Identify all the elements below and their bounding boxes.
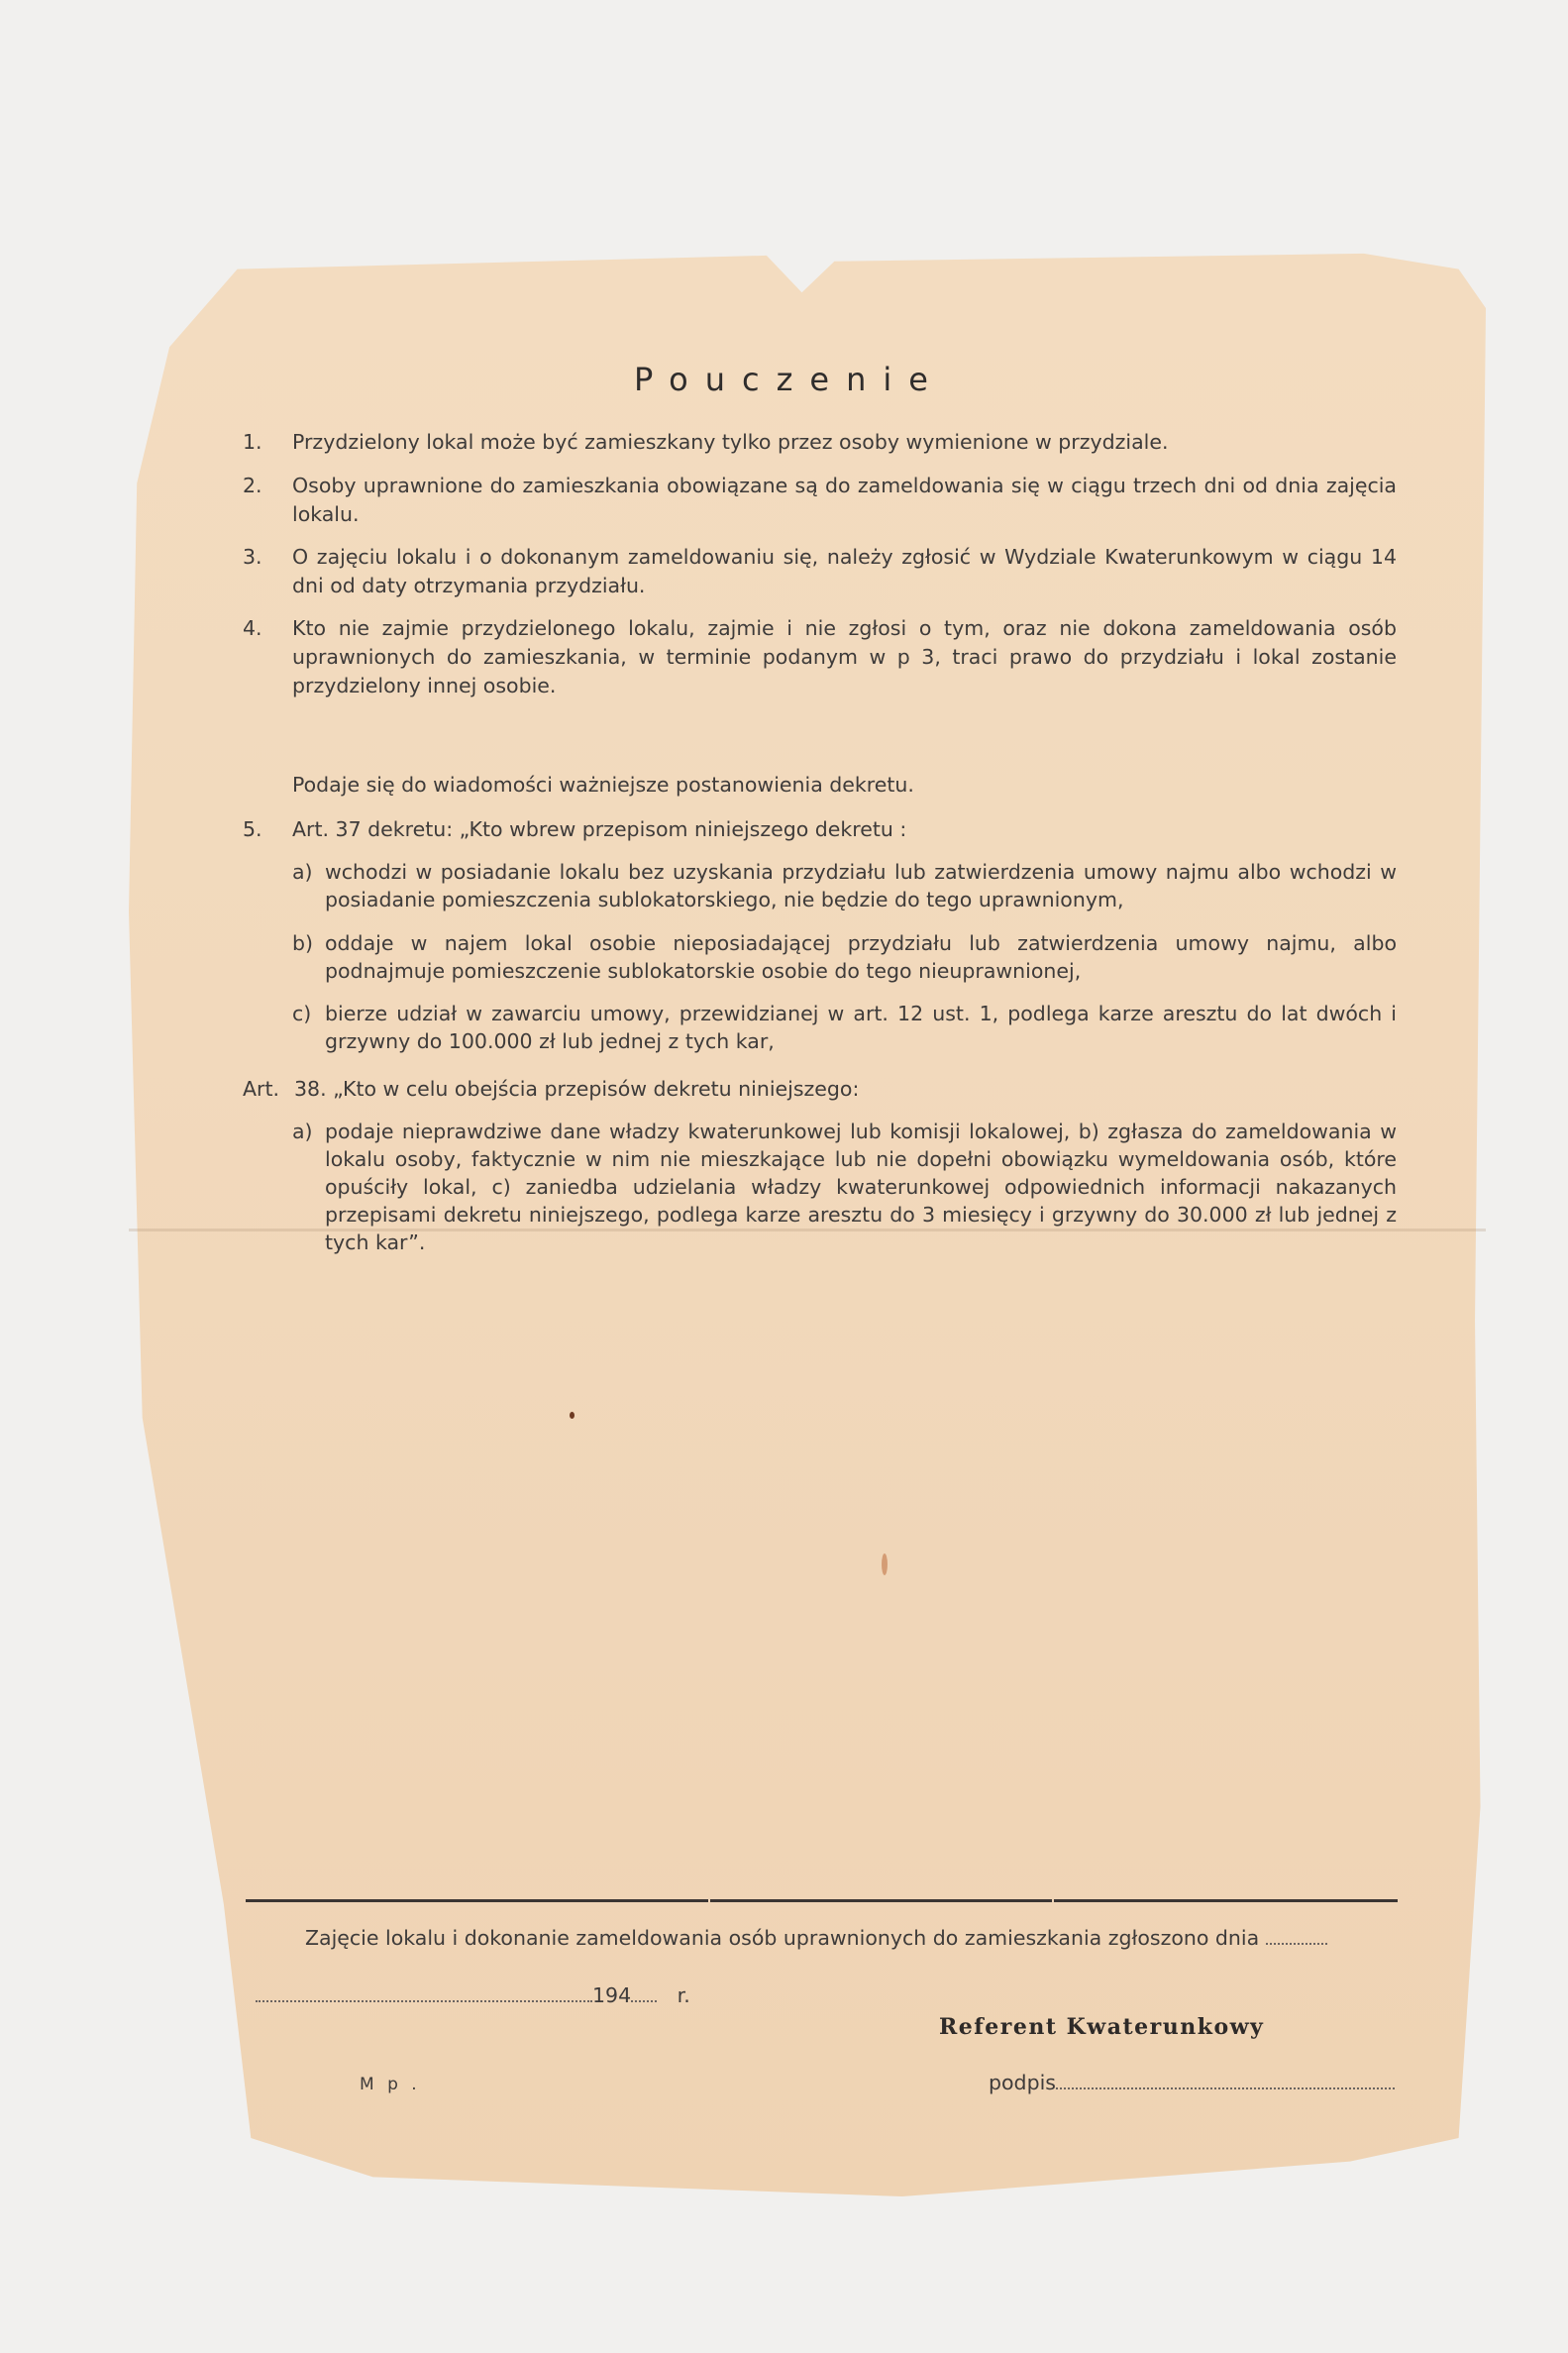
item-number: 2. (243, 474, 262, 497)
item-text: Kto nie zajmie przydzielonego lokalu, zajmie i nie zgłosi o tym, oraz nie dokona zameldowania osób uprawnionych do zamieszkania, w terminie podanym w p 3, traci prawo do przydziału i lokal zostanie przydzielony innej osobie. (292, 616, 1397, 697)
divider-line (710, 1899, 1052, 1902)
article-heading-text: 38. „Kto w celu obejścia przepisów dekretu niniejszego: (294, 1077, 860, 1101)
date-day-field[interactable] (256, 2000, 592, 2002)
referent-title: Referent Kwaterunkowy (939, 2014, 1265, 2040)
subitem-text: oddaje w najem lokal osobie nieposiadającej przydziału lub zatwierdzenia umowy najmu, albo podnajmuje pomieszczenie sublokatorskie osobie do tego nieuprawnionej, (325, 931, 1397, 983)
decree-intro: Podaje się do wiadomości ważniejsze postanowienia dekretu. (292, 773, 914, 797)
date-field[interactable] (1266, 1943, 1327, 1945)
divider-line (1054, 1899, 1398, 1902)
year-suffix: r. (677, 1983, 690, 2007)
item-number: 1. (243, 430, 262, 454)
article-subitem (292, 1000, 1397, 1055)
signature-field[interactable] (1056, 2087, 1395, 2089)
article-subitem (292, 858, 1397, 913)
statement-text: Zajęcie lokalu i dokonanie zameldowania osób uprawnionych do zamieszkania zgłoszono dnia (305, 1926, 1260, 1950)
article-heading (248, 1075, 1399, 1104)
item-text: O zajęciu lokalu i o dokonanym zameldowaniu się, należy zgłosić w Wydziale Kwaterunkowym w ciągu 14 dni od daty otrzymania przydziału. (292, 545, 1397, 597)
signature-line (989, 2069, 1395, 2097)
item-number: Art. (243, 1077, 280, 1101)
stamp-mp: M p . (360, 2075, 421, 2094)
year-line (256, 1981, 690, 2010)
ink-spot (570, 1412, 575, 1419)
item-number: 3. (243, 545, 262, 569)
article-subitem (292, 1118, 1397, 1256)
stain-mark (882, 1553, 888, 1575)
divider-line (246, 1899, 708, 1902)
subitem-label: a) (292, 1120, 313, 1143)
registration-statement (305, 1924, 1327, 1953)
signature-label: podpis (989, 2071, 1056, 2094)
year-digit-field[interactable] (631, 2000, 657, 2002)
item-number: 5. (243, 817, 262, 841)
year-prefix: 194 (592, 1983, 632, 2007)
item-number: 4. (243, 616, 262, 640)
item-text: Osoby uprawnione do zamieszkania obowiązane są do zameldowania się w ciągu trzech dni od dnia zajęcia lokalu. (292, 474, 1397, 526)
item-text: Przydzielony lokal może być zamieszkany tylko przez osoby wymienione w przydziale. (292, 430, 1169, 454)
article-subitem (292, 929, 1397, 985)
subitem-label: b) (292, 931, 314, 955)
subitem-text: wchodzi w posiadanie lokalu bez uzyskania przydziału lub zatwierdzenia umowy najmu albo wchodzi w posiadanie pomieszczenia sublokatorskiego, nie będzie do tego uprawnionym, (325, 860, 1397, 911)
subitem-text: bierze udział w zawarciu umowy, przewidzianej w art. 12 ust. 1, podlega karze aresztu do lat dwóch i grzywny do 100.000 zł lub jednej z tych kar, (325, 1002, 1397, 1053)
article-heading: Art. 37 dekretu: „Kto wbrew przepisom niniejszego dekretu : (292, 817, 907, 841)
subitem-label: a) (292, 860, 313, 884)
subitem-label: c) (292, 1002, 312, 1025)
subitem-text: podaje nieprawdziwe dane władzy kwaterunkowej lub komisji lokalowej, b) zgłasza do zameldowania w lokalu osoby, faktycznie w nim nie mieszkające lub nie dopełni obowiązku wymeldowania osób, które opuściły lokal, c) zaniedba udzielania władzy kwaterunkowej odpowiednich informacji nakazanych przepisami dekretu niniejszego, podlega karze aresztu do 3 miesięcy i grzywny do 30.000 zł lub jednej z tych kar”. (325, 1120, 1397, 1254)
page-title: Pouczenie (634, 361, 945, 398)
